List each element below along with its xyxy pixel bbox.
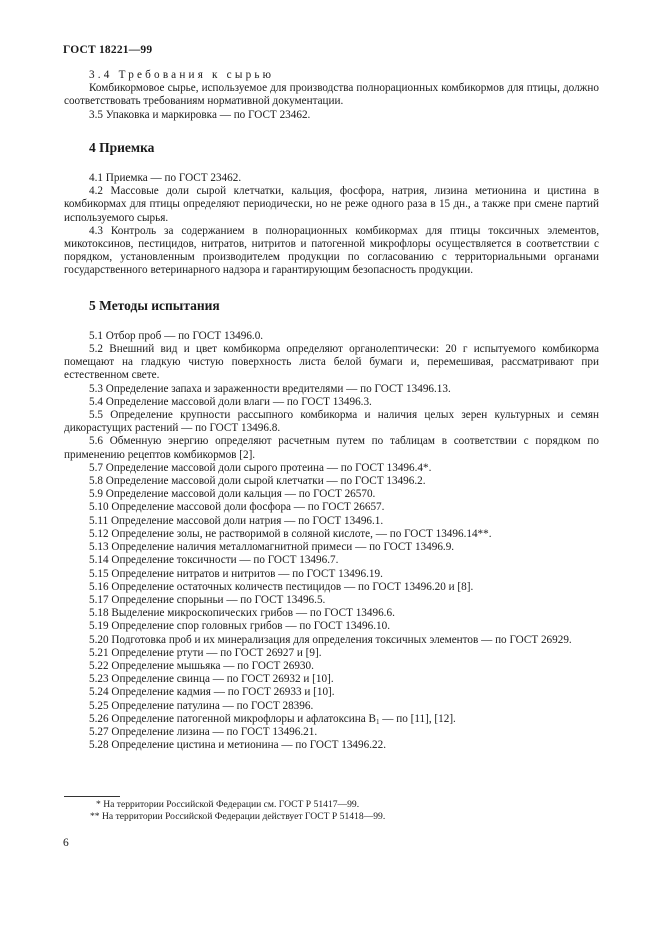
clause-5-21: 5.21 Определение ртути — по ГОСТ 26927 и [9].	[89, 646, 322, 659]
clause-5-24: 5.24 Определение кадмия — по ГОСТ 26933 и [10].	[89, 686, 335, 699]
clause-5-26	[64, 713, 599, 726]
clause-5-23: 5.23 Определение свинца — по ГОСТ 26932 и [10].	[89, 673, 334, 686]
clause-5-16: 5.16 Определение остаточных количеств пестицидов — по ГОСТ 13496.20 и [8].	[89, 580, 474, 593]
clause-5-12: 5.12 Определение золы, не растворимой в соляной кислоте, — по ГОСТ 13496.14**.	[89, 527, 492, 540]
clause-4-3: 4.3 Контроль за содержанием в полнорационных комбикормах для птицы токсичных элементов, микотоксинов, пестицидов, нитратов, нитритов и патогенной микрофлоры осуществляется в соответствии с порядком, установленным производителем продукции по согласованию с территориальными органами государственного ветеринарного надзора и гарантирующим безопасность продукции.	[64, 224, 599, 277]
clause-5-26-subscript: 1	[375, 717, 380, 726]
clause-5-6: 5.6 Обменную энергию определяют расчетным путем по таблицам в соответствии с порядком по применению рецептов комбикормов [2].	[64, 435, 599, 461]
clause-5-7: 5.7 Определение массовой доли сырого протеина — по ГОСТ 13496.4*.	[89, 461, 432, 474]
clause-5-11: 5.11 Определение массовой доли натрия — по ГОСТ 13496.1.	[89, 514, 384, 527]
clause-5-8: 5.8 Определение массовой доли сырой клетчатки — по ГОСТ 13496.2.	[89, 475, 426, 488]
clause-5-22: 5.22 Определение мышьяка — по ГОСТ 26930.	[89, 659, 314, 672]
clause-4-1: 4.1 Приемка — по ГОСТ 23462.	[89, 172, 242, 185]
page-number: 6	[63, 837, 69, 849]
clause-3-4-title: 3.4 Требования к сырью	[89, 69, 275, 81]
clause-5-2: 5.2 Внешний вид и цвет комбикорма определяют органолептически: 20 г испытуемого комбикорма помещают на гладкую чистую поверхность листа белой бумаги и, перемешивая, рассматривают при естественном свете.	[64, 343, 599, 382]
clause-5-27: 5.27 Определение лизина — по ГОСТ 13496.21.	[89, 725, 318, 738]
clause-5-14: 5.14 Определение токсичности — по ГОСТ 13496.7.	[89, 554, 339, 567]
clause-5-15: 5.15 Определение нитратов и нитритов — по ГОСТ 13496.19.	[89, 567, 383, 580]
clause-5-19: 5.19 Определение спор головных грибов — по ГОСТ 13496.10.	[89, 620, 390, 633]
clause-5-25: 5.25 Определение патулина — по ГОСТ 28396.	[89, 699, 314, 712]
clause-5-4: 5.4 Определение массовой доли влаги — по ГОСТ 13496.3.	[89, 395, 372, 408]
clause-5-17: 5.17 Определение спорыньи — по ГОСТ 13496.5.	[89, 593, 326, 606]
clause-5-18: 5.18 Выделение микроскопических грибов — по ГОСТ 13496.6.	[89, 607, 395, 620]
clause-5-20: 5.20 Подготовка проб и их минерализация для определения токсичных элементов — по ГОСТ 26929.	[89, 633, 572, 646]
section-4-title: 4 Приемка	[89, 139, 155, 155]
clause-5-26-text: 5.26 Определение патогенной микрофлоры и афлатоксина В	[89, 712, 376, 725]
clause-5-10: 5.10 Определение массовой доли фосфора — по ГОСТ 26657.	[89, 501, 385, 514]
clause-5-3: 5.3 Определение запаха и зараженности вредителями — по ГОСТ 13496.13.	[89, 382, 451, 395]
section-5-title: 5 Методы испытания	[89, 297, 220, 313]
clause-5-26-refs: — по [11], [12].	[379, 712, 456, 725]
clause-5-28: 5.28 Определение цистина и метионина — по ГОСТ 13496.22.	[89, 739, 386, 752]
footnote-1: * На территории Российской Федерации см. ГОСТ Р 51417—99.	[96, 799, 360, 810]
clause-3-5: 3.5 Упаковка и маркировка — по ГОСТ 23462.	[89, 108, 311, 121]
clause-5-5: 5.5 Определение крупности рассыпного комбикорма и наличия целых зерен культурных и семян дикорастущих растений — по ГОСТ 13496.8.	[64, 409, 599, 435]
clause-5-9: 5.9 Определение массовой доли кальция — по ГОСТ 26570.	[89, 488, 376, 501]
clause-5-1: 5.1 Отбор проб — по ГОСТ 13496.0.	[89, 329, 264, 342]
footnote-divider	[64, 796, 120, 797]
clause-3-4-text: Комбикормовое сырье, используемое для производства полнорационных комбикормов для птицы, должно соответствовать требованиям нормативной документации.	[64, 82, 599, 108]
document-body	[64, 69, 599, 752]
footnote-2: ** На территории Российской Федерации действует ГОСТ Р 51418—99.	[90, 811, 386, 822]
clause-4-2: 4.2 Массовые доли сырой клетчатки, кальция, фосфора, натрия, лизина метионина и цистина в комбикормах для птицы определяют периодически, но не реже одного раза в 15 дн., а также при смене партий используемого сырья.	[64, 185, 599, 224]
page-header: ГОСТ 18221—99	[63, 44, 153, 56]
clause-5-13: 5.13 Определение наличия металломагнитной примеси — по ГОСТ 13496.9.	[89, 541, 455, 554]
